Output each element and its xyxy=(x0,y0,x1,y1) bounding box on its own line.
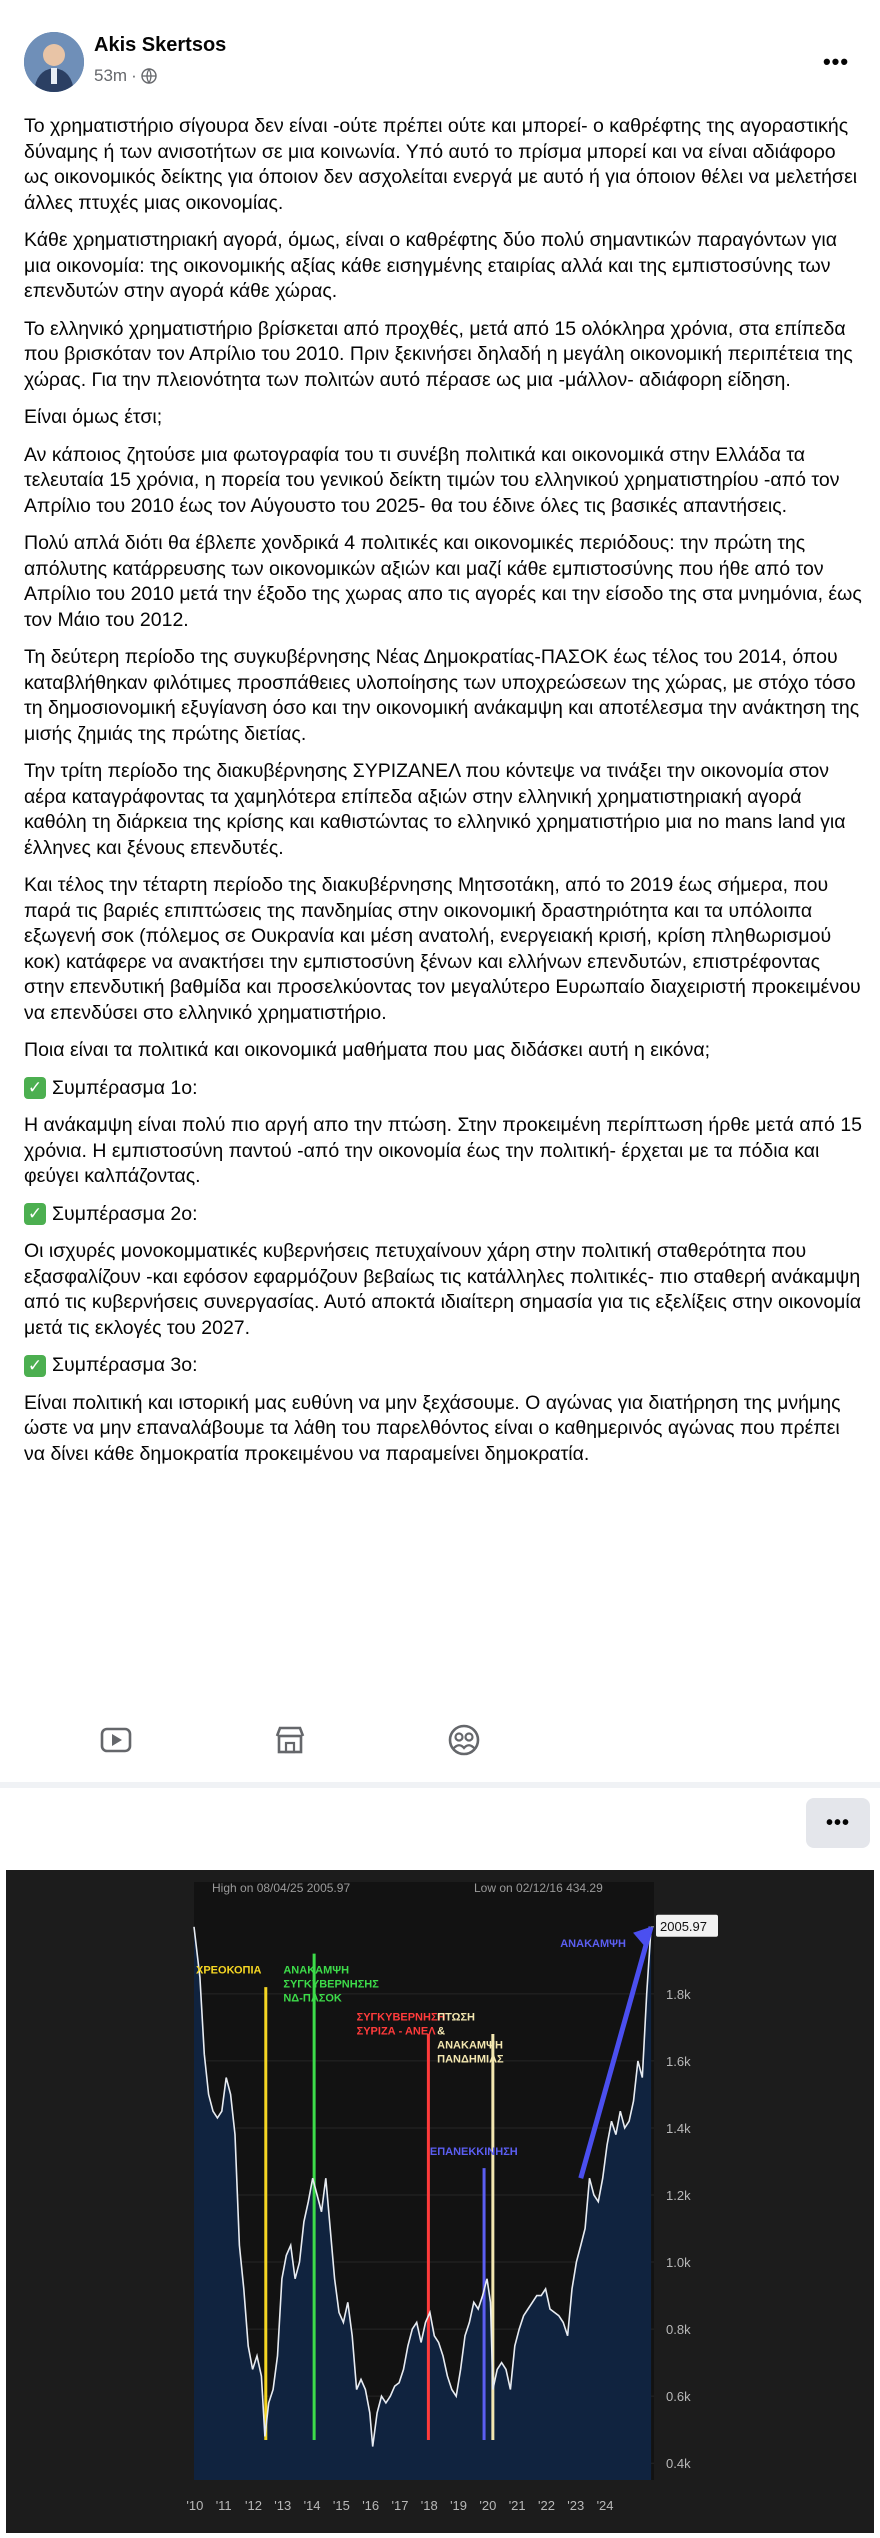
last-value-label: 2005.97 xyxy=(660,1918,707,1934)
post-body xyxy=(14,114,866,1479)
event-label: ΕΠΑΝΕΚΚΙΝΗΣΗ xyxy=(429,2145,518,2158)
event-label: ΑΝΑΚΑΜΨΗ xyxy=(437,2039,503,2052)
stock-chart-image[interactable] xyxy=(6,1870,874,2533)
event-label: ΑΝΑΚΑΜΨΗ xyxy=(283,1964,350,1977)
post-time[interactable]: 53m xyxy=(94,66,128,85)
post-card xyxy=(14,14,866,1465)
event-label: & xyxy=(437,2025,446,2038)
post-meta xyxy=(94,66,157,86)
conclusion-title: Συμπέρασμα 2ο: xyxy=(52,1202,198,1225)
more-options-icon: ••• xyxy=(822,49,850,74)
paragraph: Είναι όμως έτσι; xyxy=(24,406,163,428)
conclusion-title: Συμπέρασμα 1ο: xyxy=(52,1076,198,1099)
event-label: ΣΥΓΚΥΒΕΡΝΗΣΗ xyxy=(356,2011,446,2024)
y-tick-label: 0.4k xyxy=(666,2456,691,2472)
paragraph: Και τέλος την τέταρτη περίοδο της διακυβέρνησης Μητσοτάκη, από το 2019 έως σήμερα, που παρά τις βαριές επιπτώσεις της πανδημίας στην οικονομική δραστηριότητα και τα υπόλοιπα εξωγενή σοκ (πόλεμος σε Ουκρανία και μέση ανατολή, ενεργειακή κρισή, κρίση πληθωρισμού κοκ) κατάφερε να ανακτήσει την εμπιστοσύνη ξένων και ελλήνων επενδυτών, επιστρέφοντας στην επενδυτική βαθμίδα και προσελκύοντας τον μεγαλύτερο Ευρωπαίο διαχειριστή προκειμένου να επενδύσει στο ελληνικό χρηματιστήριο. xyxy=(24,874,861,1024)
chart-header-low: Low on 02/12/16 434.29 xyxy=(474,1881,603,1895)
groups-icon[interactable] xyxy=(446,1722,482,1758)
x-tick-label: '22 xyxy=(537,2498,555,2513)
y-tick-label: 1.6k xyxy=(666,2053,691,2069)
y-tick-label: 1.8k xyxy=(666,1986,691,2002)
event-label: ΠΑΝΔΗΜΙΑΣ xyxy=(437,2053,504,2066)
paragraph: Την τρίτη περίοδο της διακυβέρνησης ΣΥΡΙΖΑΝΕΛ που κόντεψε να τινάξει την οικονομία στον αέρα καταγράφοντας τα χαμηλότερα επίπεδα αξιών στην ελληνική χρηματιστηριακή αγορά καθόλη τη διάρκεια της κρίσης και καθιστώντας το ελληνικό χρηματιστήριο μια no mans land για έλληνες και ξένους επενδυτές. xyxy=(24,760,846,859)
paragraph: Το ελληνικό χρηματιστήριο βρίσκεται από προχθές, μετά από 15 ολόκληρα χρόνια, στα επίπεδα που βρισκόταν τον Απρίλιο του 2010. Πριν ξεκινήσει δηλαδή η μεγάλη οικονομική περιπέτεια της χώρας. Για την πλειονότητα των πολιτών αυτό πέρασε ως μια -μάλλον- αδιάφορη είδηση. xyxy=(24,317,853,391)
check-mark-icon: ✓ xyxy=(24,1203,46,1225)
video-icon[interactable] xyxy=(98,1722,134,1758)
conclusion-heading xyxy=(24,1202,866,1228)
check-mark-icon: ✓ xyxy=(24,1077,46,1099)
event-label: ΑΝΑΚΑΜΨΗ xyxy=(560,1937,626,1950)
conclusion-title: Συμπέρασμα 3ο: xyxy=(52,1354,198,1376)
paragraph: Ποια είναι τα πολιτικά και οικονομικά μαθήματα που μας διδάσκει αυτή η εικόνα; xyxy=(24,1039,711,1061)
y-tick-label: 1.0k xyxy=(666,2255,691,2271)
post-options-button[interactable] xyxy=(816,42,856,82)
y-tick-label: 0.6k xyxy=(666,2389,691,2405)
x-tick-label: '20 xyxy=(479,2498,497,2513)
event-label: ΣΥΓΚΥΒΕΡΝΗΣΗΣ xyxy=(283,1978,379,1991)
comment-options-button[interactable] xyxy=(806,1798,870,1848)
y-tick-label: 1.2k xyxy=(666,2188,691,2203)
chart-header-high: High on 08/04/25 2005.97 xyxy=(212,1881,351,1895)
x-tick-label: '15 xyxy=(332,2498,350,2513)
meta-dot: · xyxy=(131,66,137,85)
bottom-actions-bar xyxy=(0,1700,880,1780)
x-tick-label: '17 xyxy=(391,2498,409,2513)
x-tick-label: '12 xyxy=(244,2498,262,2513)
x-tick-label: '23 xyxy=(567,2498,585,2513)
stock-chart xyxy=(6,1870,874,2533)
x-tick-label: '19 xyxy=(450,2498,468,2513)
x-tick-label: '18 xyxy=(420,2498,438,2513)
section-divider xyxy=(0,1782,880,1788)
conclusion-heading xyxy=(24,1076,866,1102)
globe-icon xyxy=(141,68,157,84)
marketplace-icon[interactable] xyxy=(272,1722,308,1758)
event-label: ΠΤΩΣΗ xyxy=(437,2011,476,2024)
x-tick-label: '21 xyxy=(508,2498,526,2513)
conclusion-text: Η ανάκαμψη είναι πολύ πιο αργή απο την πτώση. Στην προκειμένη περίπτωση ήρθε μετά από 15 χρόνια. Η εμπιστοσύνη παντού -από την οικονομία έως την πολιτική- έρχεται με τα πόδια και φεύγει καλπάζοντας. xyxy=(24,1114,863,1187)
x-tick-label: '11 xyxy=(215,2498,232,2513)
paragraph: Κάθε χρηματιστηριακή αγορά, όμως, είναι ο καθρέφτης δύο πολύ σημαντικών παραγόντων για μια οικονομία: της οικονομικής αξίας κάθε εισηγμένης εταιρίας αλλά και της εμπιστοσύνης των επενδυτών στην αγορά κάθε χώρας. xyxy=(24,229,838,302)
y-tick-label: 1.4k xyxy=(666,2120,691,2136)
conclusion-text: Οι ισχυρές μονοκομματικές κυβερνήσεις πετυχαίνουν χάρη στην πολιτική σταθερότητα που εξασφαλίζουν -και εφόσον εφαρμόζουν βεβαίως τις κατάλληλες πολιτικές- πιο σταθερή ανάκαμψη από τις κυβερνήσεις συνεργασίας. Αυτό αποκτά ιδιαίτερη σημασία για τις εξελίξεις στην οικονομία μετά τις εκλογές του 2027. xyxy=(24,1240,862,1339)
event-label: ΣΥΡΙΖΑ - ΑΝΕΛ xyxy=(356,2025,436,2038)
event-label: ΧΡΕΟΚΟΠΙΑ xyxy=(196,1964,262,1977)
avatar[interactable] xyxy=(24,32,84,92)
event-label: ΝΔ-ΠΑΣΟΚ xyxy=(283,1992,342,2005)
y-tick-label: 0.8k xyxy=(666,2322,691,2338)
x-tick-label: '13 xyxy=(274,2498,292,2513)
more-options-icon: ••• xyxy=(825,1811,850,1834)
paragraph: Πολύ απλά διότι θα έβλεπε χονδρικά 4 πολιτικές και οικονομικές περιόδους: την πρώτη της απόλυτης κατάρρευσης των οικονομικών αξιών και μαζί κάθε εμπιστοσύνης που ήθε από τον Απρίλιο του 2010 μετά την έξοδο της χωρας απο τις αγορές και την είσοδο της στα μνημόνια, έως τον Μάιο του 2012. xyxy=(24,532,862,631)
conclusion-text: Είναι πολιτική και ιστορική μας ευθύνη να μην ξεχάσουμε. Ο αγώνας για διατήρηση της μνήμης ώστε να μην επαναλάβουμε τα λάθη του παρελθόντος είναι ο καθημερινός αγώνας που πρέπει να δίνει κάθε δημοκρατία προκειμένου να παραμείνει δημοκρατία. xyxy=(24,1391,841,1465)
x-tick-label: '16 xyxy=(362,2498,380,2513)
paragraph: Αν κάποιος ζητούσε μια φωτογραφία του τι συνέβη πολιτικά και οικονομικά στην Ελλάδα τα τελευταία 15 χρόνια, η πορεία του γενικού δείκτη τιμών του ελληνικού χρηματιστηρίου -από τον Απρίλιο του 2010 έως τον Αύγουστο του 2025- θα του έδινε όλες τις βασικές απαντήσεις. xyxy=(24,443,840,517)
text-fade xyxy=(0,1660,880,1700)
conclusion-heading xyxy=(24,1353,866,1379)
x-tick-label: '10 xyxy=(186,2498,204,2513)
paragraph: Τη δεύτερη περίοδο της συγκυβέρνησης Νέας Δημοκρατίας-ΠΑΣΟΚ έως τέλος του 2014, όπου καταβλήθηκαν φιλότιμες προσπάθειες υλοποίησης των υποχρεώσεων της χώρας, με στόχο τόσο τη δημοσιονομική εξυγίανση όσο και την οικονομική ανάκαμψη και αποτέλεσμα την ανάκτηση της μισής ζημιάς της πρώτης διετίας. xyxy=(24,646,860,745)
post-header xyxy=(14,14,866,84)
x-tick-label: '24 xyxy=(596,2498,614,2513)
author-name[interactable]: Akis Skertsos xyxy=(94,34,227,56)
x-tick-label: '14 xyxy=(303,2498,321,2513)
check-mark-icon: ✓ xyxy=(24,1355,46,1377)
paragraph: Το χρηματιστήριο σίγουρα δεν είναι -ούτε πρέπει ούτε και μπορεί- ο καθρέφτης της αγοραστικής δύναμης ή των ανισοτήτων σε μια κοινωνία. Υπό αυτό το πρίσμα μπορεί και να είναι αδιάφορο ως οικονομικός δείκτης για όποιον δεν ασχολείται ενεργά με αυτό ή για όποιον θέλει να μελετήσει άλλες πτυχές μιας οικονομίας. xyxy=(24,115,858,214)
